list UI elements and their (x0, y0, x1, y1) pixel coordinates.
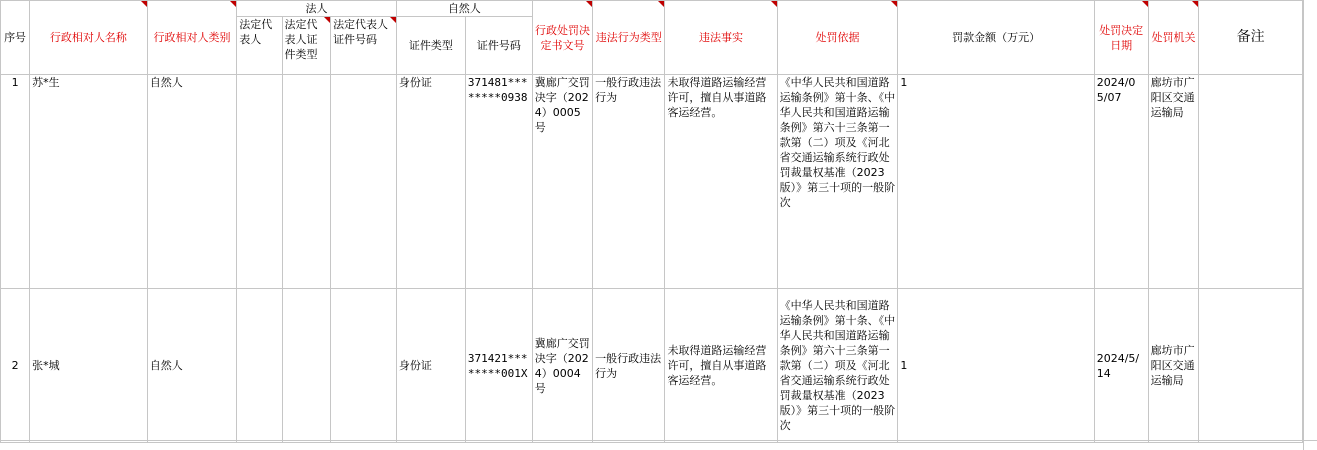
header-violation-facts[interactable]: 违法事实 (665, 1, 777, 75)
header-legal-rep[interactable]: 法定代表人 (237, 17, 282, 75)
cell-basis[interactable]: 《中华人民共和国道路运输条例》第十条、《中华人民共和国道路运输条例》第六十三条第一款第（二）项及《河北省交通运输系统行政处罚裁量权基准（2023版）》第三十项的一般阶次 (777, 75, 898, 289)
header-authority[interactable]: 处罚机关 (1148, 1, 1199, 75)
header-basis[interactable]: 处罚依据 (777, 1, 898, 75)
cell-party-name[interactable]: 张*城 (30, 289, 148, 443)
header-group-legal[interactable]: 法人 (237, 1, 397, 17)
header-party-type[interactable]: 行政相对人类别 (147, 1, 237, 75)
cell-authority[interactable]: 廊坊市广阳区交通运输局 (1148, 75, 1199, 289)
header-legal-rep-id-type[interactable]: 法定代表人证件类型 (282, 17, 331, 75)
cell-remarks[interactable] (1199, 75, 1303, 289)
cell-seq[interactable]: 1 (1, 75, 30, 289)
cell-party-type[interactable]: 自然人 (147, 75, 237, 289)
cell-violation-type[interactable]: 一般行政违法行为 (593, 75, 665, 289)
cell-violation-type[interactable]: 一般行政违法行为 (593, 289, 665, 443)
cell-seq[interactable]: 2 (1, 289, 30, 443)
cell-legal-rep-id-type[interactable] (282, 289, 331, 443)
header-decision-date[interactable]: 处罚决定日期 (1094, 1, 1148, 75)
sheet-grid-bottom (0, 440, 1317, 441)
cell-id-no[interactable]: 371481*** *****0938 (465, 75, 532, 289)
cell-legal-rep-id-type[interactable] (282, 75, 331, 289)
cell-doc-no[interactable]: 冀廊广交罚决字（2024）0005号 (532, 75, 592, 289)
cell-decision-date[interactable]: 2024/05/07 (1094, 75, 1148, 289)
cell-remarks[interactable] (1199, 289, 1303, 443)
cell-id-no[interactable]: 371421*** *****001X (465, 289, 532, 443)
cell-id-type[interactable]: 身份证 (396, 75, 465, 289)
header-group-natural[interactable]: 自然人 (396, 1, 532, 17)
cell-legal-rep-id-no[interactable] (331, 75, 397, 289)
cell-fine[interactable]: 1 (898, 75, 1094, 289)
sheet-grid-edge (1303, 0, 1317, 450)
header-doc-no[interactable]: 行政处罚决定书文号 (532, 1, 592, 75)
header-seq[interactable]: 序号 (1, 1, 30, 75)
cell-doc-no[interactable]: 冀廊广交罚决字（2024）0004号 (532, 289, 592, 443)
cell-party-name[interactable]: 苏*生 (30, 75, 148, 289)
cell-violation-facts[interactable]: 未取得道路运输经营许可，擅自从事道路客运经营。 (665, 289, 777, 443)
header-fine[interactable]: 罚款金额（万元） (898, 1, 1094, 75)
header-party-name[interactable]: 行政相对人名称 (30, 1, 148, 75)
cell-decision-date[interactable]: 2024/5/14 (1094, 289, 1148, 443)
cell-fine[interactable]: 1 (898, 289, 1094, 443)
header-legal-rep-id-no[interactable]: 法定代表人证件号码 (331, 17, 397, 75)
header-remarks[interactable]: 备注 (1199, 1, 1303, 75)
cell-legal-rep[interactable] (237, 75, 282, 289)
cell-basis[interactable]: 《中华人民共和国道路运输条例》第十条、《中华人民共和国道路运输条例》第六十三条第一款第（二）项及《河北省交通运输系统行政处罚裁量权基准（2023版）》第三十项的一般阶次 (777, 289, 898, 443)
header-violation-type[interactable]: 违法行为类型 (593, 1, 665, 75)
cell-violation-facts[interactable]: 未取得道路运输经营许可，擅自从事道路客运经营。 (665, 75, 777, 289)
table-row[interactable] (1, 75, 1303, 289)
header-id-no[interactable]: 证件号码 (465, 17, 532, 75)
cell-authority[interactable]: 廊坊市广阳区交通运输局 (1148, 289, 1199, 443)
header-id-type[interactable]: 证件类型 (396, 17, 465, 75)
table-row[interactable] (1, 289, 1303, 443)
cell-party-type[interactable]: 自然人 (147, 289, 237, 443)
cell-legal-rep-id-no[interactable] (331, 289, 397, 443)
cell-legal-rep[interactable] (237, 289, 282, 443)
cell-id-type[interactable]: 身份证 (396, 289, 465, 443)
